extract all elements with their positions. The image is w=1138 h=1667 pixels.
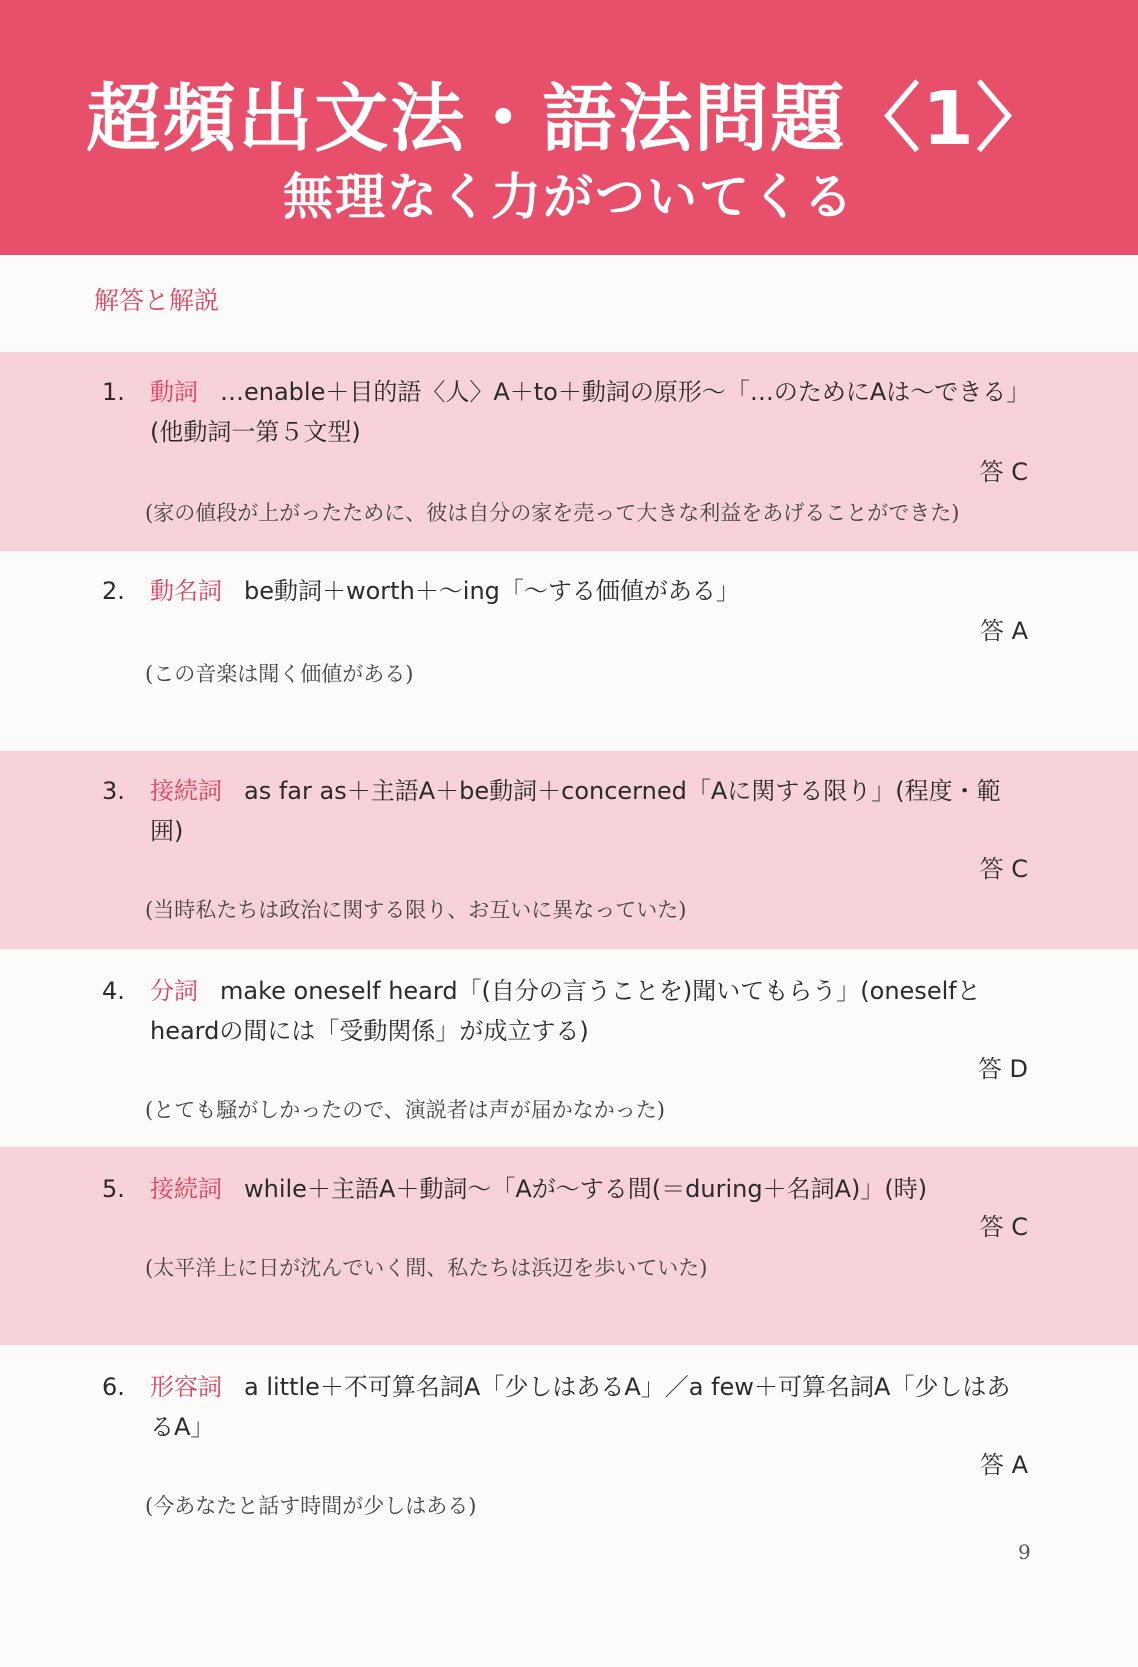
answer-item-3 [0,751,1138,949]
item-answer: 答 A [979,617,1028,645]
item-number: 3. [102,777,125,805]
item-explanation-text: be動詞＋worth＋～ing「～する価値がある」 [244,577,740,605]
item-category: 形容詞 [150,1373,222,1401]
item-answer: 答 C [979,1213,1028,1241]
item-answer: 答 D [977,1055,1028,1083]
item-number: 4. [102,977,125,1005]
item-number: 2. [102,577,125,605]
item-translation: (当時私たちは政治に関する限り、お互いに異なっていた) [145,898,687,922]
item-explanation-text: while＋主語A＋動詞～「Aが～する間(＝during＋名詞A)」(時) [244,1175,928,1203]
item-translation: (この音楽は聞く価値がある) [145,662,414,686]
answer-item-2 [0,551,1138,751]
section-label: 解答と解説 [94,286,220,315]
item-answer: 答 A [979,1451,1028,1479]
item-category: 接続詞 [150,1175,222,1203]
item-translation: (家の値段が上がったために、彼は自分の家を売って大きな利益をあげることができた) [145,501,960,525]
item-explanation [150,1367,1030,1447]
item-explanation [150,1169,1030,1209]
page-number: 9 [1018,1540,1031,1564]
item-category: 接続詞 [150,777,222,805]
item-explanation [150,372,1030,452]
item-explanation-text: make oneself heard「(自分の言うことを)聞いてもらう」(oneselfとheardの間には「受動関係」が成立する) [150,977,981,1045]
item-translation: (太平洋上に日が沈んでいく間、私たちは浜辺を歩いていた) [145,1256,708,1280]
item-category: 動名詞 [150,577,222,605]
answer-item-6 [0,1345,1138,1535]
answer-item-1 [0,352,1138,551]
item-category: 分詞 [150,977,198,1005]
item-explanation-text: a little＋不可算名詞A「少しはあるA」／a few＋可算名詞A「少しはあるA」 [150,1373,1011,1441]
page-subtitle: 無理なく力がついてくる [283,168,855,226]
item-translation: (今あなたと話す時間が少しはある) [145,1494,477,1518]
title-banner [0,0,1138,255]
item-explanation-text: …enable＋目的語〈人〉A＋to＋動詞の原形～「…のためにAは～できる」(他動詞一第５文型) [150,378,1019,446]
item-answer: 答 C [979,458,1028,486]
item-explanation [150,571,1030,611]
item-explanation [150,771,1030,851]
item-translation: (とても騒がしかったので、演説者は声が届かなかった) [145,1098,665,1122]
item-answer: 答 C [979,855,1028,883]
answer-item-5 [0,1147,1138,1345]
page-title: 超頻出文法・語法問題〈1〉 [86,76,1052,162]
item-explanation [150,971,1030,1051]
answer-item-4 [0,949,1138,1147]
item-number: 1. [102,378,125,406]
item-category: 動詞 [150,378,198,406]
item-number: 6. [102,1373,125,1401]
item-number: 5. [102,1175,125,1203]
item-explanation-text: as far as＋主語A＋be動詞＋concerned「Aに関する限り」(程度・範囲) [150,777,1001,845]
